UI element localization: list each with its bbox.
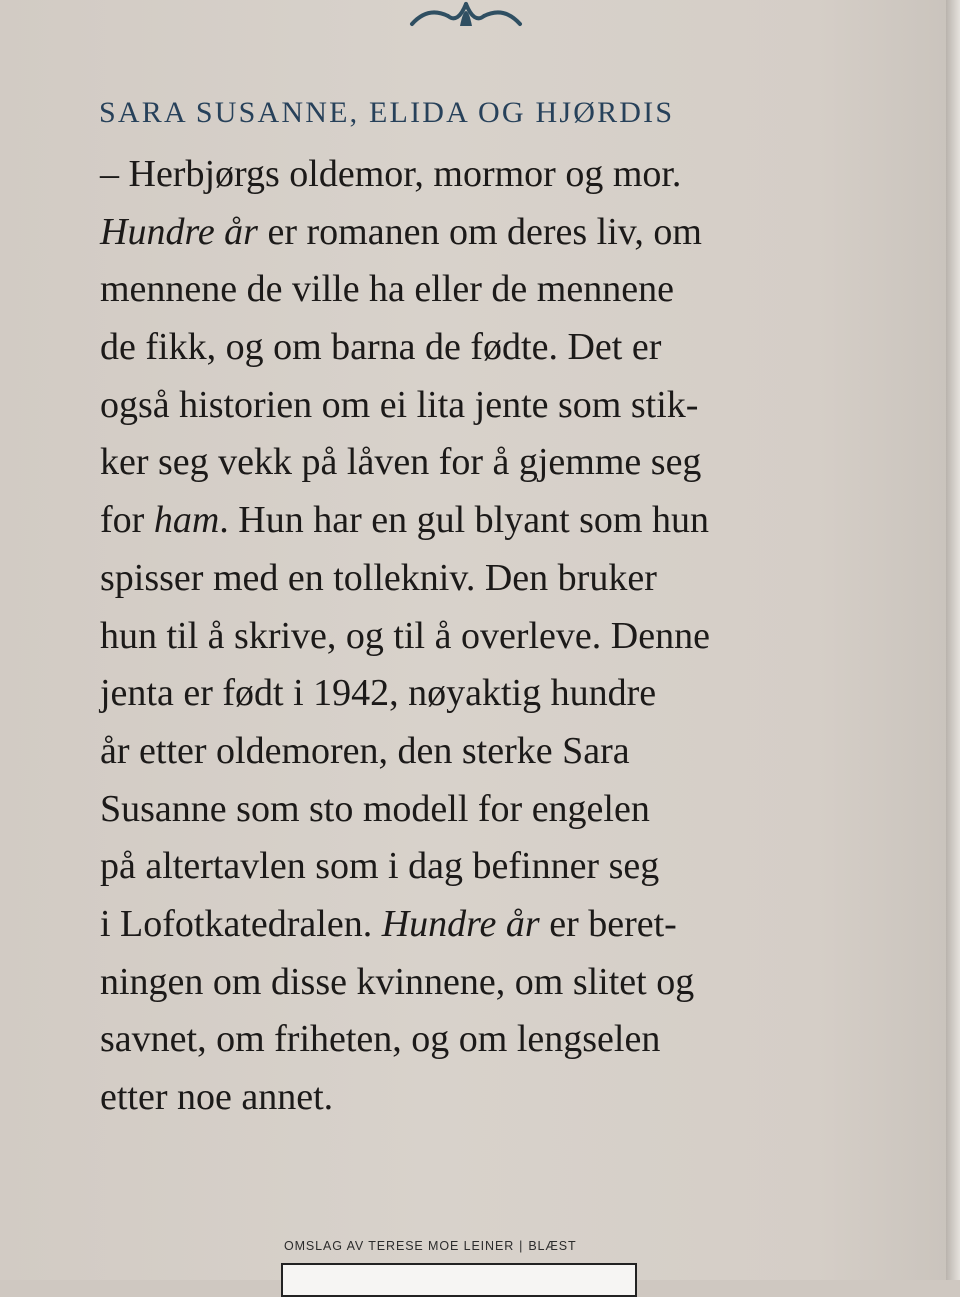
blurb-line: spisser med en tollekniv. Den bruker — [100, 556, 657, 599]
blurb-line: i Lofotkatedralen. Hundre år er beret- — [100, 902, 677, 945]
blurb-heading: SARA SUSANNE, ELIDA OG HJØRDIS — [99, 96, 675, 129]
book-title-emphasis: Hundre år — [381, 902, 540, 945]
blurb-line: på altertavlen som i dag befinner seg — [100, 845, 660, 888]
blurb-line: Susanne som sto modell for engelen — [100, 787, 650, 830]
emphasis-ham: ham — [153, 499, 220, 542]
blurb-line: hun til å skrive, og til å overleve. Denne — [100, 614, 710, 657]
barcode-box — [281, 1263, 637, 1297]
publisher-name: BLÆST — [528, 1239, 577, 1253]
blurb-line: for ham. Hun har en gul blyant som hun — [100, 499, 709, 542]
blurb-line: år etter oldemoren, den sterke Sara — [100, 729, 630, 772]
blurb-line: de fikk, og om barna de fødte. Det er — [100, 326, 662, 369]
blurb-line: ningen om disse kvinnene, om slitet og — [100, 960, 695, 1003]
blurb-line: mennene de ville ha eller de mennene — [100, 268, 674, 311]
cover-designer-credit: OMSLAG AV TERESE MOE LEINER — [284, 1239, 515, 1253]
credit-separator: | — [519, 1239, 524, 1253]
blurb-line: ker seg vekk på låven for å gjemme seg — [100, 441, 702, 484]
blurb-line: Hundre år er romanen om deres liv, om — [100, 210, 702, 253]
blurb-line: savnet, om friheten, og om lengselen — [100, 1018, 661, 1061]
cover-credit — [284, 1239, 577, 1253]
page-edge — [946, 0, 960, 1280]
book-title-emphasis: Hundre år — [100, 210, 258, 253]
blurb-line: også historien om ei lita jente som stik- — [100, 383, 699, 426]
blurb-line: – Herbjørgs oldemor, mormor og mor. — [100, 153, 682, 195]
blurb-text — [100, 146, 870, 1127]
leaf-ornament-icon — [408, 0, 524, 30]
blurb-line: etter noe annet. — [100, 1076, 334, 1118]
blurb-line: jenta er født i 1942, nøyaktig hundre — [100, 672, 657, 715]
